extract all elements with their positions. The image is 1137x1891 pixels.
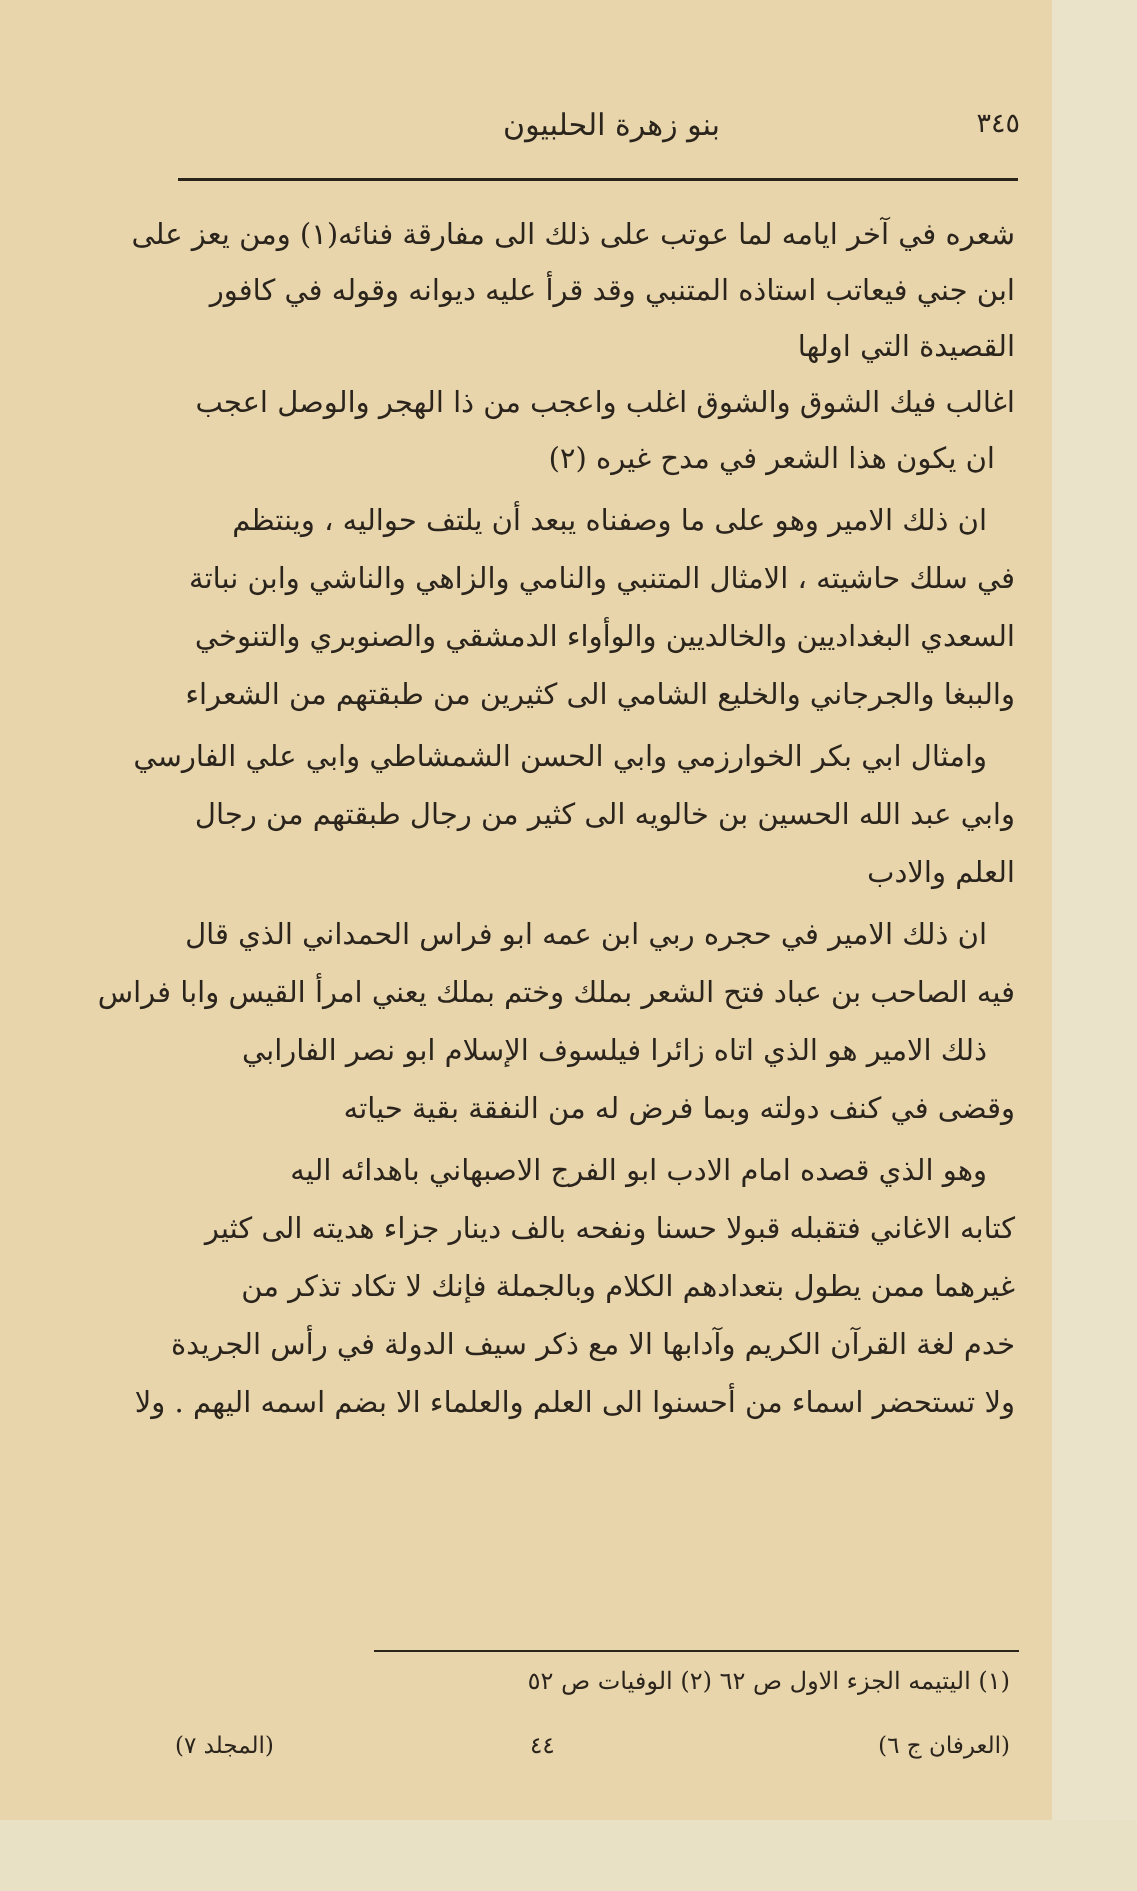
footnote-rule	[374, 1650, 1019, 1652]
body-line: شعره في آخر ايامه لما عوتب على ذلك الى مفارقة فنائه(١) ومن يعز على	[131, 217, 1015, 251]
body-line: غيرهما ممن يطول بتعدادهم الكلام وبالجملة فإنك لا تكاد تذكر من	[241, 1269, 1015, 1303]
volume-label: (المجلد ٧)	[175, 1733, 274, 1759]
scan-edge-right	[1052, 0, 1137, 1891]
journal-citation: (العرفان ج ٦)	[878, 1733, 1010, 1759]
body-line: فيه الصاحب بن عباد فتح الشعر بملك وختم بملك يعني امرأ القيس وابا فراس	[97, 975, 1015, 1009]
body-line: والببغا والجرجاني والخليع الشامي الى كثيرين من طبقتهم من الشعراء	[185, 677, 1015, 711]
body-line: العلم والادب	[867, 855, 1015, 889]
body-line: وابي عبد الله الحسين بن خالويه الى كثير من رجال طبقتهم من رجال	[194, 797, 1015, 831]
body-line: السعدي البغداديين والخالديين والوأواء الدمشقي والصنوبري والتنوخي	[194, 619, 1015, 653]
footnotes: (١) اليتيمه الجزء الاول ص ٦٢ (٢) الوفيات ص ٥٢	[527, 1667, 1010, 1695]
body-line: وقضى في كنف دولته وبما فرض له من النفقة بقية حياته	[343, 1091, 1015, 1125]
body-line: في سلك حاشيته ، الامثال المتنبي والنامي والزاهي والناشي وابن نباتة	[189, 561, 1015, 595]
page-header	[175, 108, 1020, 148]
page-footer	[175, 1733, 1010, 1773]
body-line: ابن جني فيعاتب استاذه المتنبي وقد قرأ عليه ديوانه وقوله في كافور	[209, 273, 1015, 307]
page-number: ٣٤٥	[976, 108, 1020, 139]
body-line: وامثال ابي بكر الخوارزمي وابي الحسن الشمشاطي وابي علي الفارسي	[133, 739, 987, 773]
body-line: ان ذلك الامير في حجره ربي ابن عمه ابو فراس الحمداني الذي قال	[185, 917, 987, 951]
body-line: القصيدة التي اولها	[797, 329, 1015, 363]
body-line: وهو الذي قصده امام الادب ابو الفرج الاصبهاني باهدائه اليه	[290, 1153, 987, 1187]
scan-edge-bottom	[0, 1820, 1137, 1891]
body-line: ان ذلك الامير وهو على ما وصفناه يبعد أن يلتف حواليه ، وينتظم	[232, 503, 987, 537]
running-title: بنو زهرة الحلبيون	[503, 108, 720, 143]
body-line: ذلك الامير هو الذي اتاه زائرا فيلسوف الإسلام ابو نصر الفارابي	[241, 1033, 987, 1067]
body-line: ولا تستحضر اسماء من أحسنوا الى العلم والعلماء الا بضم اسمه اليهم . ولا	[134, 1385, 1015, 1419]
body-line: كتابه الاغاني فتقبله قبولا حسنا ونفحه بالف دينار جزاء هديته الى كثير	[204, 1211, 1015, 1245]
header-rule	[178, 178, 1018, 181]
verse-line: اغالب فيك الشوق والشوق اغلب واعجب من ذا الهجر والوصل اعجب	[195, 385, 1015, 419]
body-line: خدم لغة القرآن الكريم وآدابها الا مع ذكر سيف الدولة في رأس الجريدة	[170, 1327, 1015, 1361]
body-line: ان يكون هذا الشعر في مدح غيره (٢)	[548, 441, 995, 475]
signature-number: ٤٤	[530, 1733, 555, 1759]
